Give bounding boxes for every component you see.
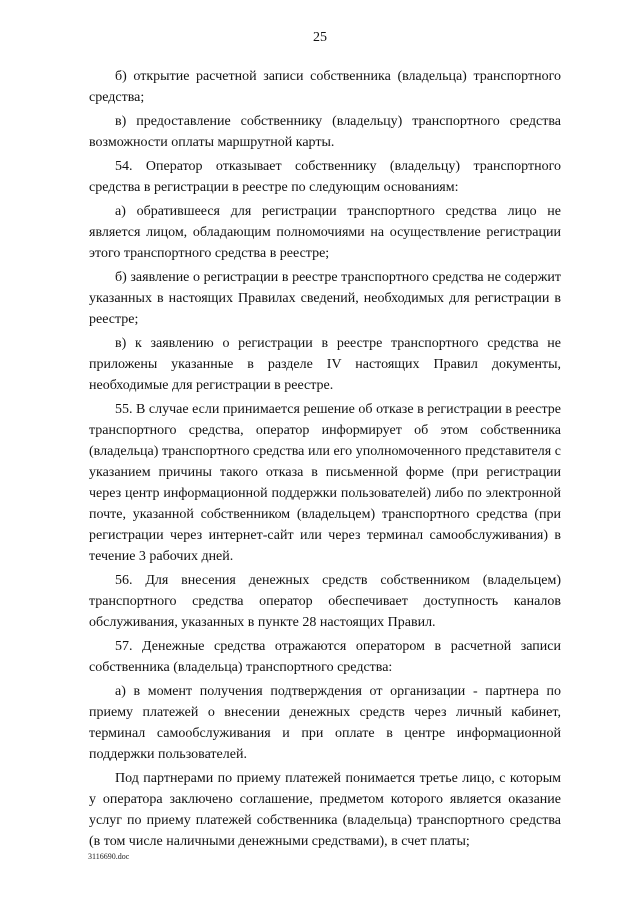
paragraph-clause-56: 56. Для внесения денежных средств собственником (владельцем) транспортного средства оператор обеспечивает доступность каналов обслуживания, указанных в пункте 28 настоящих Правил.: [89, 573, 561, 630]
page-number: 25: [313, 30, 327, 45]
footer-filename: 3116690.doc: [88, 852, 130, 861]
paragraph-clause-57: 57. Денежные средства отражаются оператором в расчетной записи собственника (владельца) транспортного средства:: [89, 639, 561, 675]
paragraph-clause-54-a: а) обратившееся для регистрации транспортного средства лицо не является лицом, обладающим полномочиями на осуществление регистрации этого транспортного средства в реестре;: [89, 204, 561, 261]
document-body: [89, 66, 561, 855]
paragraph-clause-54-v: в) к заявлению о регистрации в реестре транспортного средства не приложены указанные в разделе IV настоящих Правил документы, необходимые для регистрации в реестре.: [89, 336, 561, 393]
paragraph-clause-54: 54. Оператор отказывает собственнику (владельцу) транспортного средства в регистрации в реестре по следующим основаниям:: [89, 159, 561, 195]
paragraph-item-v-route-card: в) предоставление собственнику (владельцу) транспортного средства возможности оплаты маршрутной карты.: [89, 114, 561, 150]
paragraph-clause-55: 55. В случае если принимается решение об отказе в регистрации в реестре транспортного средства, оператор информирует об этом собственника (владельца) транспортного средства или его уполномоченного представителя с указанием причины такого отказа в письменной форме (при регистрации через центр информационной поддержки пользователей) либо по электронной почте, указанной собственником (владельцем) транспортного средства (при регистрации через интернет-сайт или через терминал самообслуживания) в течение 3 рабочих дней.: [89, 402, 561, 564]
paragraph-payment-partners: Под партнерами по приему платежей понимается третье лицо, с которым у оператора заключено соглашение, предметом которого является оказание услуг по приему платежей собственника (владельца) транспортного средства (в том числе наличными денежными средствами), в счет платы;: [89, 771, 561, 849]
paragraph-clause-57-a: а) в момент получения подтверждения от организации - партнера по приему платежей о внесении денежных средств через личный кабинет, терминал самообслуживания и при оплате в центре информационной поддержки пользователей.: [89, 684, 561, 762]
paragraph-clause-54-b: б) заявление о регистрации в реестре транспортного средства не содержит указанных в настоящих Правилах сведений, необходимых для регистрации в реестре;: [89, 270, 561, 327]
paragraph-item-b-account: б) открытие расчетной записи собственника (владельца) транспортного средства;: [89, 69, 561, 105]
